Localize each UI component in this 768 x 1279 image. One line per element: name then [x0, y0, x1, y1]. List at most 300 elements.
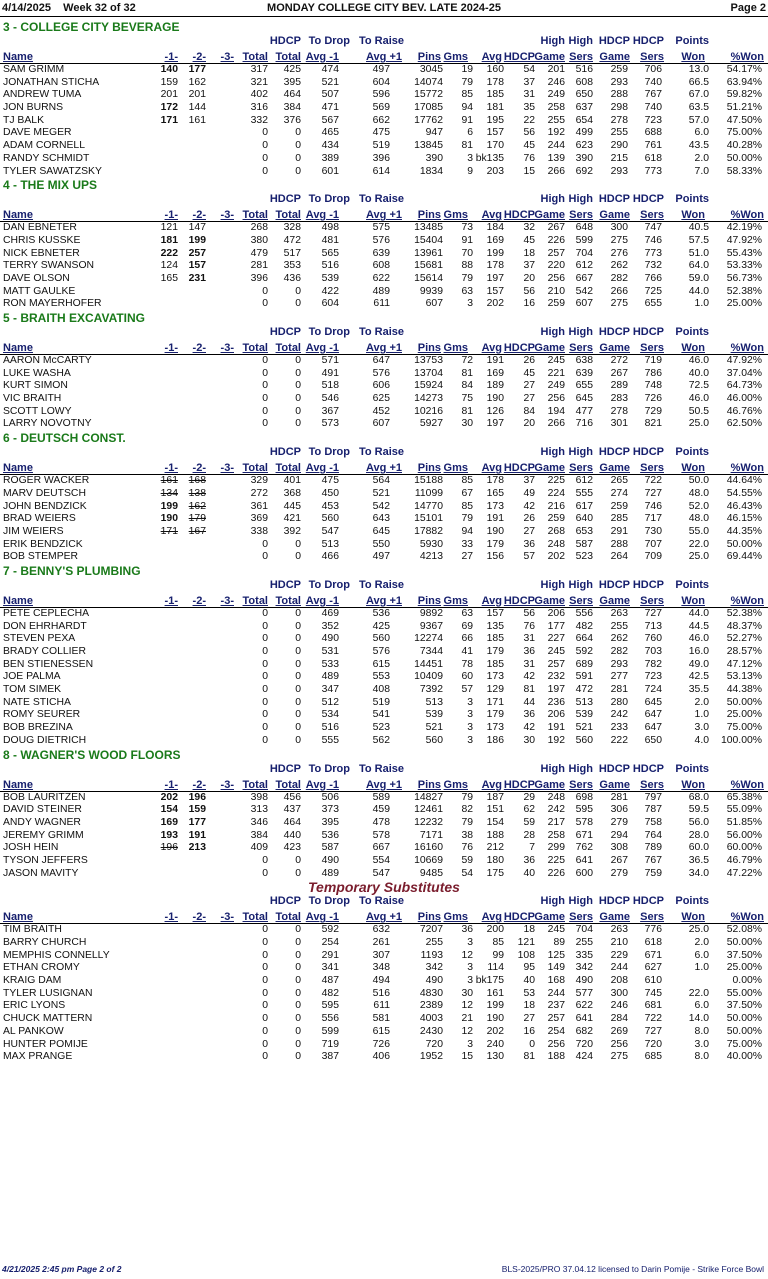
- cell-hdcp: 40: [523, 975, 535, 987]
- cell-ht: 0: [295, 949, 301, 961]
- cell-pct: 28.57%: [726, 646, 762, 657]
- cell-hdcp: 18: [523, 1000, 535, 1012]
- cell-gms: 76: [461, 842, 473, 854]
- header-label: Gms: [443, 594, 468, 607]
- cell-hs: 335: [575, 949, 593, 961]
- cell-hdcp: 44: [523, 696, 535, 708]
- cell-total: 402: [250, 89, 268, 101]
- cell-hdg: 222: [610, 734, 628, 746]
- cell-pins: 1193: [420, 949, 443, 961]
- cell-hdg: 282: [610, 646, 628, 657]
- cell-pct: 37.50%: [726, 1000, 762, 1012]
- header-label: Pins: [417, 911, 441, 924]
- bowler-name: JOSH HEIN: [3, 842, 59, 854]
- header-label: Avg: [481, 778, 502, 791]
- cell-won: 25.0: [688, 551, 709, 563]
- cell-ht: 368: [283, 487, 301, 499]
- bowler-row: [0, 501, 768, 514]
- header-label: High: [540, 326, 565, 338]
- bowler-name: BEN STIENESSEN: [3, 658, 94, 670]
- bowler-name: ROGER WACKER: [3, 475, 90, 487]
- header-label: Won: [681, 342, 705, 354]
- header-label: %Won: [730, 209, 764, 222]
- cell-pins: 12274: [414, 633, 443, 645]
- bowler-name: MEMPHIS CONNELLY: [3, 949, 110, 961]
- cell-hds: 789: [644, 842, 662, 854]
- footer-timestamp: 4/21/2025 2:45 pm Page 2 of 2: [2, 1264, 122, 1274]
- cell-won: 25.0: [688, 418, 709, 430]
- cell-g1: 134: [160, 487, 178, 499]
- header-label: Sers: [640, 462, 664, 475]
- cell-hs: 648: [575, 222, 593, 234]
- cell-hds: 707: [644, 538, 662, 550]
- cell-pins: 14074: [414, 76, 443, 88]
- cell-total: 0: [262, 393, 268, 405]
- cell-hdg: 275: [610, 234, 628, 246]
- cell-pins: 13485: [414, 222, 443, 234]
- cell-hds: 719: [644, 355, 662, 366]
- header-label: Pins: [417, 342, 441, 354]
- header-label: HDCP: [269, 895, 301, 908]
- cell-raise: 519: [372, 696, 390, 708]
- cell-pct: 64.73%: [726, 380, 762, 392]
- bowler-row: [0, 475, 768, 488]
- cell-gms: 38: [461, 829, 473, 841]
- cell-pct: 55.43%: [726, 247, 762, 259]
- cell-gms: 66: [461, 633, 473, 645]
- cell-gms: 3: [467, 696, 473, 708]
- cell-won: 64.0: [688, 260, 709, 272]
- header-label: -3-: [220, 594, 234, 607]
- cell-pct: 47.50%: [726, 114, 762, 126]
- cell-raise: 569: [372, 102, 390, 114]
- cell-raise: 408: [372, 684, 390, 696]
- cell-pins: 607: [425, 298, 443, 310]
- cell-hdcp: 26: [523, 513, 535, 525]
- cell-pct: 25.00%: [726, 298, 762, 310]
- bowler-name: JONATHAN STICHA: [3, 76, 100, 88]
- cell-hds: 610: [644, 975, 662, 987]
- cell-hdg: 215: [610, 152, 628, 164]
- cell-gms: 70: [461, 247, 473, 259]
- cell-hdcp: 56: [523, 127, 535, 139]
- cell-hds: 627: [644, 962, 662, 974]
- cell-hdcp: 28: [523, 829, 535, 841]
- cell-hdg: 276: [610, 247, 628, 259]
- cell-pct: 65.38%: [726, 791, 762, 803]
- cell-hg: 168: [547, 975, 565, 987]
- cell-avg: 157: [486, 607, 504, 619]
- cell-hds: 647: [644, 709, 662, 721]
- cell-pct: 59.82%: [726, 89, 762, 101]
- bowler-row: [0, 868, 768, 881]
- cell-pins: 17882: [414, 525, 443, 537]
- bowler-name: DON EHRHARDT: [3, 620, 87, 632]
- cell-g2: 191: [188, 829, 206, 841]
- header-label: Sers: [569, 209, 593, 222]
- cell-raise: 622: [372, 272, 390, 284]
- cell-pct: 50.00%: [726, 538, 762, 550]
- cell-raise: 261: [372, 937, 390, 948]
- bowler-row: [0, 513, 768, 526]
- cell-drop: 560: [321, 513, 339, 525]
- cell-total: 0: [262, 380, 268, 392]
- header-label: High: [568, 578, 593, 591]
- cell-won: 66.5: [688, 76, 709, 88]
- cell-gms: 12: [461, 1025, 473, 1037]
- bowler-row: [0, 153, 768, 166]
- cell-won: 3.0: [694, 722, 709, 734]
- bowler-name: SCOTT LOWY: [3, 405, 72, 417]
- header-label: HDCP: [503, 594, 535, 607]
- cell-total: 338: [250, 525, 268, 537]
- cell-hdg: 255: [610, 620, 628, 632]
- bowler-row: [0, 115, 768, 128]
- cell-pct: 25.00%: [726, 709, 762, 721]
- cell-raise: 589: [372, 791, 390, 803]
- cell-hdg: 262: [610, 260, 628, 272]
- cell-gms: 3: [467, 298, 473, 310]
- cell-hs: 424: [575, 1051, 593, 1063]
- cell-hg: 237: [547, 1000, 565, 1012]
- cell-hs: 645: [575, 393, 593, 405]
- cell-hdcp: 45: [523, 367, 535, 379]
- cell-hds: 618: [644, 152, 662, 164]
- cell-avg: 185: [486, 658, 504, 670]
- cell-won: 72.5: [688, 380, 709, 392]
- cell-avg: 187: [486, 791, 504, 803]
- cell-hs: 622: [575, 1000, 593, 1012]
- cell-hds: 786: [644, 367, 662, 379]
- cell-gms: 3: [467, 152, 473, 164]
- header-label: %Won: [730, 778, 764, 791]
- header-label: Pins: [417, 462, 441, 475]
- cell-raise: 576: [372, 646, 390, 657]
- header-label: High: [568, 193, 593, 206]
- cell-hds: 797: [644, 791, 662, 803]
- cell-hg: 194: [547, 405, 565, 417]
- cell-pct: 50.00%: [726, 1013, 762, 1025]
- header-label: Game: [534, 51, 565, 63]
- cell-hdg: 293: [610, 76, 628, 88]
- cell-ht: 0: [295, 127, 301, 139]
- cell-hs: 640: [575, 513, 593, 525]
- cell-won: 44.0: [688, 607, 709, 619]
- cell-raise: 662: [372, 114, 390, 126]
- cell-hg: 225: [547, 475, 565, 487]
- bowler-row: [0, 222, 768, 235]
- cell-hdg: 246: [610, 1000, 628, 1012]
- cell-won: 40.0: [688, 367, 709, 379]
- cell-ht: 0: [295, 937, 301, 948]
- cell-gms: 79: [461, 513, 473, 525]
- cell-ht: 0: [295, 393, 301, 405]
- cell-total: 369: [250, 513, 268, 525]
- cell-raise: 541: [372, 709, 390, 721]
- cell-ht: 440: [283, 829, 301, 841]
- bowler-name: TYLER LUSIGNAN: [3, 987, 93, 999]
- cell-drop: 573: [321, 418, 339, 430]
- cell-drop: 491: [321, 367, 339, 379]
- header-label: Sers: [569, 911, 593, 924]
- cell-raise: 553: [372, 671, 390, 683]
- cell-total: 0: [262, 962, 268, 974]
- header-label: Avg -1: [305, 51, 339, 63]
- cell-avg: 195: [486, 114, 504, 126]
- header-label: High: [568, 35, 593, 47]
- cell-hg: 236: [547, 696, 565, 708]
- cell-hds: 713: [644, 620, 662, 632]
- header-label: Avg -1: [305, 911, 339, 924]
- cell-raise: 536: [372, 607, 390, 619]
- cell-g1: 172: [160, 102, 178, 114]
- cell-total: 0: [262, 722, 268, 734]
- cell-avg: 169: [486, 367, 504, 379]
- bowler-name: JASON MAVITY: [3, 867, 79, 879]
- cell-drop: 487: [321, 975, 339, 987]
- header-label: Gms: [443, 462, 468, 475]
- cell-pins: 4830: [419, 987, 443, 999]
- cell-hg: 245: [547, 646, 565, 657]
- cell-total: 281: [250, 260, 268, 272]
- bowler-name: TJ BALK: [3, 114, 44, 126]
- header-label: Avg: [481, 911, 502, 924]
- cell-hs: 592: [575, 646, 593, 657]
- cell-total: 329: [250, 475, 268, 487]
- cell-hg: 267: [547, 222, 565, 234]
- cell-avg: 191: [486, 355, 504, 366]
- cell-hg: 257: [547, 1013, 565, 1025]
- cell-hg: 206: [547, 607, 565, 619]
- cell-avg: 169: [486, 234, 504, 246]
- cell-gms: 3: [467, 962, 473, 974]
- bowler-name: BRAD WEIERS: [3, 513, 76, 525]
- header-label: To Drop: [308, 326, 350, 338]
- cell-hdg: 256: [610, 1038, 628, 1050]
- cell-total: 361: [250, 500, 268, 512]
- cell-pct: 52.38%: [726, 607, 762, 619]
- header-label: Name: [3, 778, 33, 791]
- header-label: HDCP: [598, 762, 630, 775]
- cell-ht: 0: [295, 696, 301, 708]
- header-label: Game: [599, 342, 630, 354]
- cell-drop: 254: [321, 937, 339, 948]
- cell-pct: 53.13%: [726, 671, 762, 683]
- cell-hdcp: 36: [523, 538, 535, 550]
- header-label: HDCP: [632, 446, 664, 459]
- header-label: Gms: [443, 209, 468, 222]
- cell-raise: 611: [373, 1000, 390, 1012]
- cell-won: 56.0: [688, 816, 709, 828]
- cell-drop: 601: [321, 165, 339, 177]
- cell-gms: 27: [461, 551, 473, 563]
- bowler-name: LUKE WASHA: [3, 367, 71, 379]
- bowler-name: NICK EBNETER: [3, 247, 80, 259]
- bowler-row: [0, 633, 768, 646]
- cell-gms: 33: [461, 538, 473, 550]
- cell-hdcp: 27: [523, 1013, 535, 1025]
- header-label: HDCP: [632, 193, 664, 206]
- cell-hdcp: 16: [523, 1025, 535, 1037]
- cell-hdcp: 36: [523, 646, 535, 657]
- cell-pins: 17762: [414, 114, 443, 126]
- cell-drop: 592: [321, 924, 339, 936]
- cell-drop: 555: [321, 734, 339, 746]
- cell-gms: 9: [467, 165, 473, 177]
- cell-g1: 196: [160, 842, 178, 854]
- cell-hg: 191: [547, 722, 565, 734]
- cell-g2: 231: [188, 272, 206, 284]
- cell-pins: 15924: [414, 380, 443, 392]
- cell-hs: 720: [575, 1038, 593, 1050]
- bowler-name: BARRY CHURCH: [3, 937, 87, 948]
- bowler-row: [0, 526, 768, 539]
- cell-drop: 489: [321, 867, 339, 879]
- cell-won: 16.0: [688, 646, 709, 657]
- cell-drop: 422: [321, 285, 339, 297]
- cell-avg: 190: [486, 1013, 504, 1025]
- cell-hds: 782: [644, 658, 662, 670]
- bowler-name: ERIC LYONS: [3, 1000, 66, 1012]
- cell-pct: 75.00%: [726, 127, 762, 139]
- cell-pct: 75.00%: [726, 722, 762, 734]
- cell-g2: 167: [188, 525, 206, 537]
- cell-pct: 47.92%: [726, 355, 762, 366]
- bowler-name: ANDREW TUMA: [3, 89, 82, 101]
- cell-g2: 162: [188, 76, 206, 88]
- header-label: Pins: [417, 778, 441, 791]
- cell-ht: 0: [295, 671, 301, 683]
- cell-hds: 821: [644, 418, 662, 430]
- cell-pins: 13704: [414, 367, 443, 379]
- cell-total: 0: [262, 298, 268, 310]
- cell-ht: 0: [295, 620, 301, 632]
- header-label: Won: [681, 778, 705, 791]
- cell-won: 22.0: [688, 538, 709, 550]
- cell-hg: 232: [547, 671, 565, 683]
- bowler-name: JON BURNS: [3, 102, 64, 114]
- header-label: HDCP: [632, 762, 664, 775]
- cell-hg: 225: [547, 854, 565, 866]
- cell-ht: 0: [295, 722, 301, 734]
- column-header: [0, 35, 768, 64]
- cell-gms: 30: [461, 987, 473, 999]
- cell-hdcp: 76: [523, 152, 535, 164]
- cell-gms: 79: [461, 791, 473, 803]
- cell-pct: 58.33%: [726, 165, 762, 177]
- cell-won: 34.0: [688, 867, 709, 879]
- cell-ht: 0: [295, 538, 301, 550]
- cell-pct: 51.85%: [726, 816, 762, 828]
- cell-total: 0: [262, 949, 268, 961]
- header-label: -3-: [220, 209, 234, 222]
- cell-hs: 578: [575, 816, 593, 828]
- cell-avg: 157: [486, 285, 504, 297]
- bowler-name: RON MAYERHOFER: [3, 298, 102, 310]
- cell-pins: 9367: [419, 620, 443, 632]
- cell-g1: 193: [160, 829, 178, 841]
- cell-ht: 445: [283, 500, 301, 512]
- cell-hdcp: 42: [523, 722, 535, 734]
- cell-gms: 75: [461, 393, 473, 405]
- bowler-name: ERIK BENDZICK: [3, 538, 83, 550]
- cell-raise: 643: [372, 513, 390, 525]
- header-label: -2-: [192, 342, 206, 354]
- cell-pct: 40.28%: [726, 140, 762, 152]
- bowler-row: [0, 260, 768, 273]
- cell-avg: 170: [486, 140, 504, 152]
- cell-hg: 244: [547, 140, 565, 152]
- cell-avg: 178: [486, 76, 504, 88]
- cell-hdg: 291: [610, 525, 628, 537]
- cell-avg: 130: [486, 1051, 504, 1063]
- cell-avg: 188: [486, 829, 504, 841]
- footer-license: BLS-2025/PRO 37.04.12 licensed to Darin Pomije - Strike Force Bowl: [501, 1264, 764, 1274]
- header-label: To Raise: [358, 446, 404, 459]
- bowler-name: TOM SIMEK: [3, 684, 62, 696]
- cell-avg: 178: [486, 475, 504, 487]
- cell-ht: 0: [295, 646, 301, 657]
- cell-total: 0: [262, 551, 268, 563]
- cell-avg: 175: [486, 867, 504, 879]
- cell-drop: 347: [321, 684, 339, 696]
- header-label: To Raise: [358, 895, 404, 908]
- cell-total: 316: [250, 102, 268, 114]
- cell-hs: 704: [575, 247, 593, 259]
- cell-hs: 641: [575, 1013, 593, 1025]
- cell-ht: 464: [283, 816, 301, 828]
- bowler-name: BOB LAURITZEN: [3, 791, 86, 803]
- header-label: Won: [681, 209, 705, 222]
- cell-hs: 472: [575, 684, 593, 696]
- header-label: HDCP: [269, 762, 301, 775]
- bowler-row: [0, 962, 768, 975]
- cell-hdg: 294: [610, 829, 628, 841]
- cell-pins: 521: [425, 722, 443, 734]
- cell-drop: 469: [321, 607, 339, 619]
- cell-drop: 719: [321, 1038, 339, 1050]
- cell-pct: 69.44%: [726, 551, 762, 563]
- header-label: Gms: [443, 51, 468, 63]
- cell-total: 0: [262, 684, 268, 696]
- cell-gms: 41: [461, 646, 473, 657]
- header-label: Avg +1: [366, 911, 402, 924]
- cell-pins: 15101: [414, 513, 443, 525]
- cell-hdg: 278: [610, 405, 628, 417]
- cell-avg: 154: [486, 816, 504, 828]
- cell-pins: 15681: [414, 260, 443, 272]
- column-header: [0, 579, 768, 608]
- cell-pct: 50.00%: [726, 696, 762, 708]
- cell-hdg: 293: [610, 165, 628, 177]
- cell-gms: 3: [467, 937, 473, 948]
- cell-hds: 725: [644, 285, 662, 297]
- bowler-name: RANDY SCHMIDT: [3, 152, 90, 164]
- bowler-row: [0, 1039, 768, 1052]
- cell-pct: 60.00%: [726, 842, 762, 854]
- header-label: Avg: [481, 462, 502, 475]
- cell-raise: 581: [372, 1013, 390, 1025]
- header-label: Avg: [481, 342, 502, 354]
- bowler-row: [0, 621, 768, 634]
- bowler-name: DAVE OLSON: [3, 272, 70, 284]
- cell-hdg: 279: [610, 816, 628, 828]
- cell-pins: 13753: [414, 355, 443, 366]
- cell-hdcp: 32: [523, 222, 535, 234]
- cell-gms: 73: [461, 222, 473, 234]
- cell-hs: 639: [575, 367, 593, 379]
- cell-ht: 353: [283, 260, 301, 272]
